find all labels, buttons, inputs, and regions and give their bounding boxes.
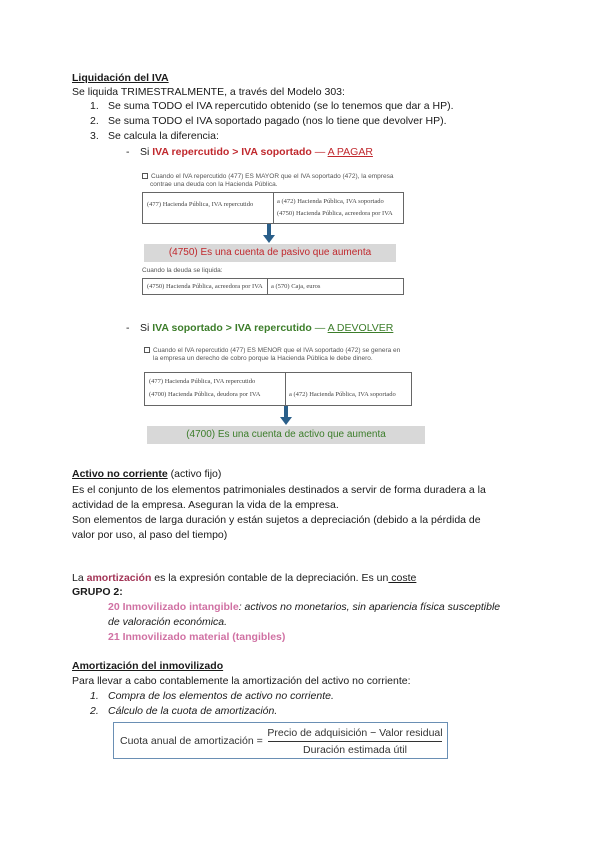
grupo-20-description: : activos no monetarios, sin apariencia física susceptible (238, 601, 501, 613)
pay-credit-entry-1: a (472) Hacienda Pública, IVA soportado (277, 198, 384, 205)
refund-banner: (4700) Es una cuenta de activo que aumenta (147, 426, 425, 444)
dash-bullet: - (126, 146, 130, 158)
activo-paragraph-line-3: Son elementos de larga duración y están sujetos a depreciación (debido a la pérdida de (72, 514, 481, 526)
arrow-down-icon (279, 406, 293, 426)
step-number: 1. (90, 690, 99, 702)
pay-liquidation-table (142, 278, 404, 295)
activo-title-suffix: (activo fijo) (167, 468, 222, 480)
step-number: 2. (90, 115, 99, 127)
step-text: Se suma TODO el IVA repercutido obtenido (se lo tenemos que dar a HP). (108, 100, 454, 112)
case-refund-heading (126, 322, 393, 335)
activo-paragraph-line-1: Es el conjunto de los elementos patrimoniales destinados a servir de forma duradera a la (72, 484, 486, 496)
checkbox-bullet-icon (144, 347, 150, 353)
pay-debit-entry: (477) Hacienda Pública, IVA repercutido (147, 201, 254, 208)
table-divider (267, 279, 268, 294)
case-condition: IVA repercutido > IVA soportado (152, 146, 312, 158)
grupo-20-label: 20 Inmovilizado intangible (108, 601, 239, 613)
refund-debit-entry-1: (477) Hacienda Pública, IVA repercutido (149, 378, 256, 385)
case-arrow: — (311, 322, 328, 334)
iva-intro: Se liquida TRIMESTRALMENTE, a través del Modelo 303: (72, 86, 345, 98)
table-divider (285, 373, 286, 405)
liquidation-debit: (4750) Hacienda Pública, acreedora por IVA (147, 283, 263, 290)
coste-term: coste (388, 572, 417, 584)
amortization-formula (113, 722, 448, 759)
iva-step-3 (90, 130, 219, 143)
pay-liquidation-note: Cuando la deuda se liquida: (142, 267, 223, 274)
refund-note-1: Cuando el IVA repercutido (477) ES MENOR que el IVA soportado (472) se genera en (144, 347, 400, 354)
step-number: 2. (90, 705, 99, 717)
iva-step-2 (90, 115, 447, 128)
case-result: A DEVOLVER (327, 322, 394, 334)
checkbox-bullet-icon (142, 173, 148, 179)
formula-numerator: Precio de adquisición − Valor residual (267, 727, 443, 739)
case-prefix: Si (140, 146, 153, 158)
grupo-20-line-1 (108, 601, 500, 614)
grupo-21-label: 21 Inmovilizado material (tangibles) (108, 631, 286, 643)
pay-credit-entry-2: (4750) Hacienda Pública, acreedora por IVA (277, 210, 393, 217)
case-arrow: — (311, 146, 328, 158)
refund-note-2: la empresa un derecho de cobro porque la Hacienda Pública le debe dinero. (153, 355, 373, 362)
activo-paragraph-line-2: actividad de la empresa. Aseguran la vida de la empresa. (72, 499, 339, 511)
amortizacion-definition: La amortización es la expresión contable de la depreciación. Es un coste (72, 572, 417, 584)
inmovilizado-title: Amortización del inmovilizado (72, 660, 224, 672)
inmovilizado-step-2 (90, 705, 277, 718)
refund-credit-entry: a (472) Hacienda Pública, IVA soportado (289, 391, 396, 398)
pay-note-2: contrae una deuda con la Hacienda Pública. (150, 181, 278, 188)
case-condition: IVA soportado > IVA repercutido (152, 322, 312, 334)
activo-paragraph-line-4: valor por uso, al paso del tiempo) (72, 529, 228, 541)
case-result: A PAGAR (327, 146, 373, 158)
liquidation-credit: a (570) Caja, euros (271, 283, 321, 290)
step-number: 1. (90, 100, 99, 112)
refund-journal-table (144, 372, 412, 406)
inmovilizado-step-1 (90, 690, 334, 703)
grupo-label: GRUPO 2: (72, 586, 123, 598)
step-text: Compra de los elementos de activo no corriente. (108, 690, 334, 702)
activo-title: Activo no corriente (72, 468, 168, 480)
table-divider (273, 193, 274, 223)
step-text: Se calcula la diferencia: (108, 130, 219, 142)
activo-heading (72, 468, 221, 481)
refund-debit-entry-2: (4700) Hacienda Pública, deudora por IVA (149, 391, 261, 398)
grupo-20-line-2: de valoración económica. (108, 616, 228, 628)
iva-step-1 (90, 100, 454, 113)
arrow-down-icon (262, 224, 276, 244)
case-prefix: Si (140, 322, 153, 334)
case-pay-heading (126, 146, 373, 159)
iva-title: Liquidación del IVA (72, 72, 169, 84)
step-text: Se suma TODO el IVA soportado pagado (nos lo tiene que devolver HP). (108, 115, 447, 127)
pay-journal-table (142, 192, 404, 224)
amortizacion-term: amortización (86, 572, 152, 584)
formula-denominator: Duración estimada útil (303, 744, 407, 756)
step-number: 3. (90, 130, 99, 142)
pay-note-1: Cuando el IVA repercutido (477) ES MAYOR que el IVA soportado (472), la empresa (142, 173, 393, 180)
step-text: Cálculo de la cuota de amortización. (108, 705, 278, 717)
formula-lhs: Cuota anual de amortización = (120, 735, 263, 747)
inmovilizado-intro: Para llevar a cabo contablemente la amortización del activo no corriente: (72, 675, 411, 687)
fraction-bar (268, 741, 442, 742)
pay-banner: (4750) Es una cuenta de pasivo que aumenta (144, 244, 396, 262)
dash-bullet: - (126, 322, 130, 334)
